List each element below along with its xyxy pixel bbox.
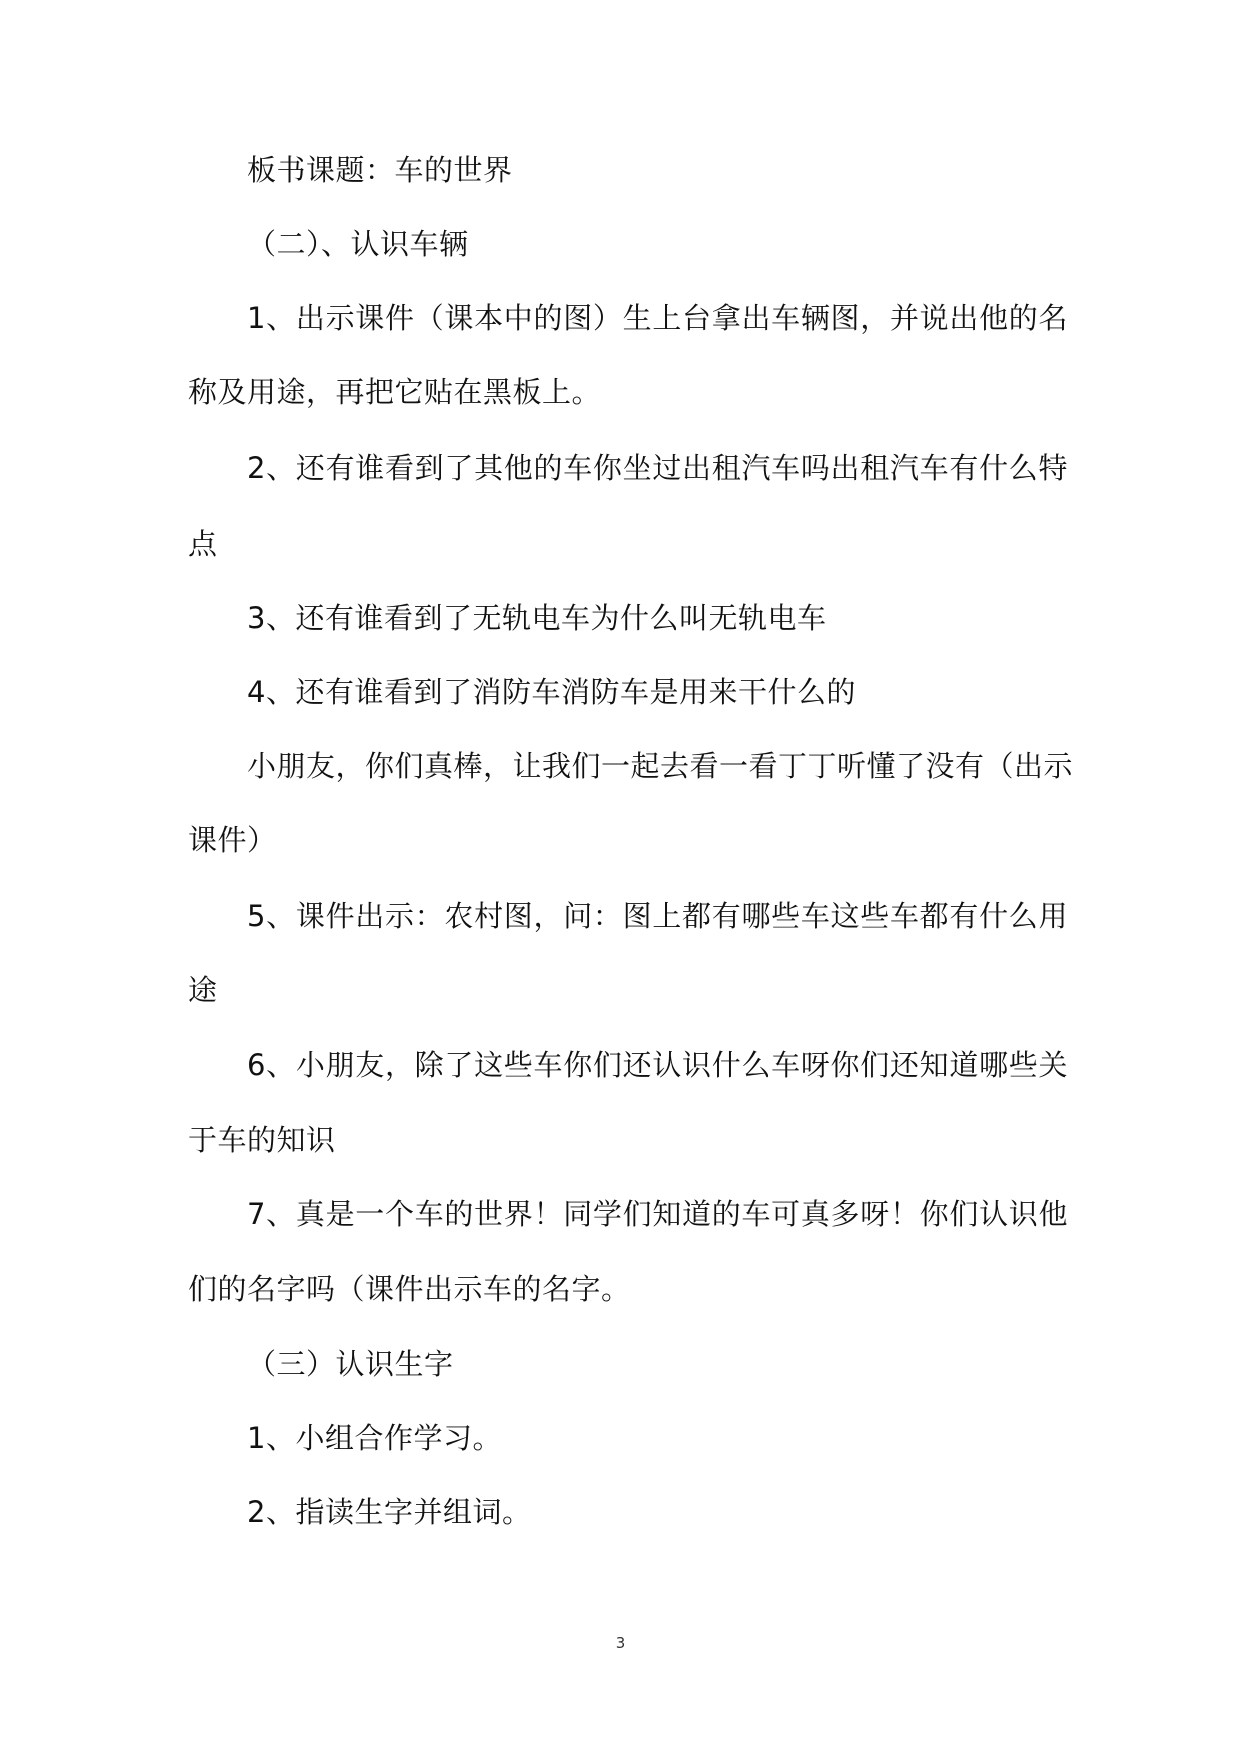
paragraph-8-line-1: 7、真是一个车的世界！同学们知道的车可真多呀！你们认识他 xyxy=(247,1197,1068,1231)
paragraph-1-line-2: 称及用途，再把它贴在黑板上。 xyxy=(188,375,602,409)
section-heading-3: （三）认识生字 xyxy=(247,1347,454,1381)
paragraph-5-line-1: 小朋友，你们真棒，让我们一起去看一看丁丁听懂了没有（出示 xyxy=(247,749,1074,783)
paragraph-6-line-2: 途 xyxy=(188,973,218,1007)
paragraph-3: 3、还有谁看到了无轨电车为什么叫无轨电车 xyxy=(247,601,827,635)
page-number: 3 xyxy=(615,1634,626,1652)
paragraph-9: 1、小组合作学习。 xyxy=(247,1421,502,1455)
paragraph-5-line-2: 课件） xyxy=(188,823,277,857)
section-heading-2: （二）、认识车辆 xyxy=(247,227,469,261)
paragraph-1-line-1: 1、出示课件（课本中的图）生上台拿出车辆图，并说出他的名 xyxy=(247,301,1068,335)
lesson-title-line: 板书课题：车的世界 xyxy=(247,153,513,187)
paragraph-6-line-1: 5、课件出示：农村图，问：图上都有哪些车这些车都有什么用 xyxy=(247,899,1068,933)
paragraph-2-line-1: 2、还有谁看到了其他的车你坐过出租汽车吗出租汽车有什么特 xyxy=(247,451,1068,485)
paragraph-2-line-2: 点 xyxy=(188,527,218,561)
paragraph-7-line-1: 6、小朋友，除了这些车你们还认识什么车呀你们还知道哪些关 xyxy=(247,1048,1068,1082)
paragraph-7-line-2: 于车的知识 xyxy=(188,1123,336,1157)
paragraph-10: 2、指读生字并组词。 xyxy=(247,1495,532,1529)
paragraph-8-line-2: 们的名字吗（课件出示车的名字。 xyxy=(188,1272,631,1306)
paragraph-4: 4、还有谁看到了消防车消防车是用来干什么的 xyxy=(247,675,856,709)
